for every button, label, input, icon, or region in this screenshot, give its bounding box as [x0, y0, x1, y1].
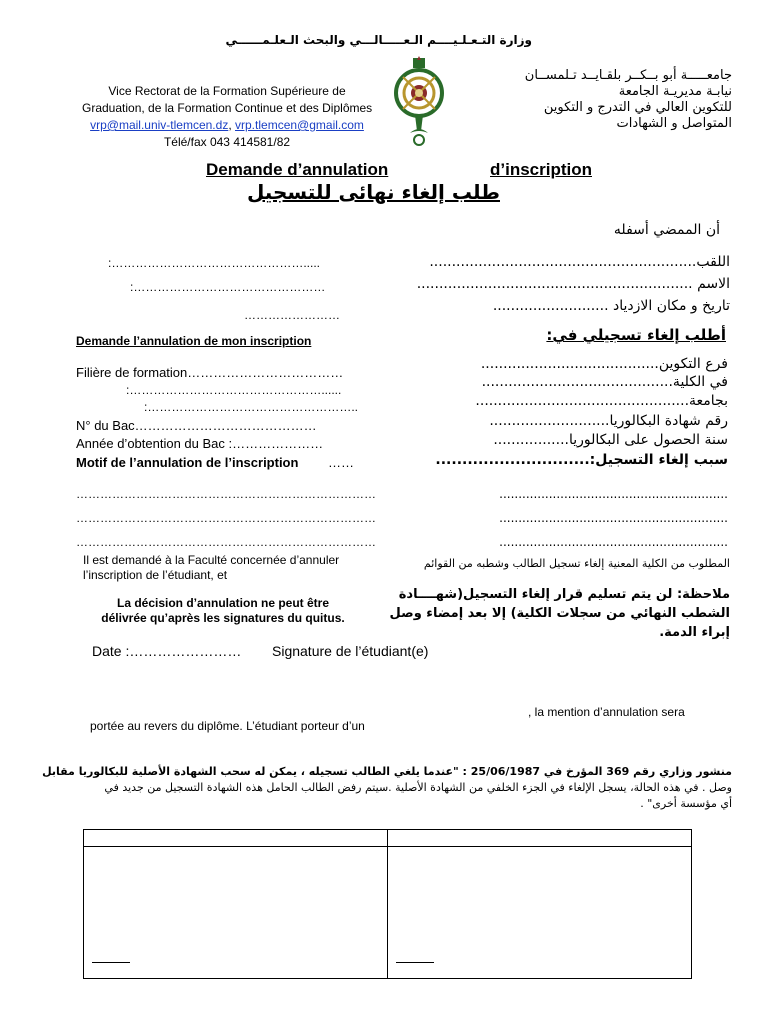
decision-note-fr-line2: délivrée qu’après les signatures du quitus.: [101, 611, 345, 625]
remark-ar-line1: ملاحظة: لن يتم تسليم قرار إلغاء التسجيل(شهــــادة: [398, 587, 730, 602]
motif-label-fr: Motif de l’annulation de l’inscription: [76, 455, 299, 470]
email-link-1[interactable]: vrp@mail.univ-tlemcen.dz: [90, 118, 229, 132]
faculty-note-fr: [83, 553, 339, 583]
table-header-left: [84, 830, 388, 847]
vice-rectorat-block: [82, 83, 372, 151]
motif-line-ar[interactable]: ............................................................: [499, 535, 728, 549]
ministry-title-ar: وزارة التـعـلـيــــم الـعـــــالـــي والبحث الـعلـمــــــي: [225, 33, 532, 47]
filiere-field-ar[interactable]: فرع التكوين........................................: [480, 356, 728, 372]
bac-year-field-fr[interactable]: Année d’obtention du Bac :…………………: [76, 436, 324, 451]
signature-line-right: [396, 962, 434, 963]
table-header-right: [388, 830, 692, 847]
firstname-field-ar[interactable]: الاسم ..............................................................: [416, 276, 730, 292]
faculty-note-ar: المطلوب من الكلية المعنية إلغاء تسجيل الطالب وشطبه من القوائم: [423, 557, 730, 570]
firstname-field-fr[interactable]: :…………………………………………: [130, 280, 326, 294]
motif-dots-fr[interactable]: ……: [328, 455, 354, 470]
request-heading-fr: Demande l’annulation de mon inscription: [76, 334, 312, 348]
faculty-note-fr-line2: l’inscription de l’étudiant, et: [83, 568, 228, 582]
circular-line2: وصل . في هذه الحالة، يسجل الإلغاء في الجزء الخلفي من الشهادة الأصلية .سيتم رفض الطالب الحامل هذه الشهادة التسجيل من جديد في: [104, 781, 732, 794]
signature-cell-right[interactable]: [388, 847, 692, 979]
faculty-note-fr-line1: Il est demandé à la Faculté concernée d’annuler: [83, 553, 340, 567]
title-fr-part2: d’inscription: [490, 160, 592, 179]
university-seal-icon: [393, 55, 445, 147]
lastname-field-fr[interactable]: :………………………………………….....: [108, 256, 321, 270]
student-signature-label: Signature de l’étudiant(e): [272, 643, 429, 659]
table-header-row: [84, 830, 692, 847]
lastname-field-ar[interactable]: اللقب............................................................: [429, 254, 730, 270]
signature-cell-left[interactable]: [84, 847, 388, 979]
title-fr-part1: Demande d’annulation: [206, 160, 389, 179]
decision-note-fr: [78, 596, 368, 626]
email-line: [82, 117, 372, 134]
motif-field-ar[interactable]: سبب إلغاء التسجيل:.............................: [435, 452, 728, 468]
intro-ar: أن الممضي أسفله: [613, 222, 720, 238]
training-ar: للتكوين العالي في التدرج و التكوين: [543, 100, 732, 115]
motif-line-ar[interactable]: ............................................................: [499, 511, 728, 525]
university-field-fr[interactable]: :……………………………………………..: [144, 400, 359, 414]
vice-rectorat-line1: Vice Rectorat de la Formation Supérieure de: [108, 84, 346, 98]
email-separator: ,: [228, 118, 232, 132]
title-ar: طلب إلغاء نهائى للتسجيل: [246, 180, 500, 204]
motif-line-fr[interactable]: …………………………………………………………………: [76, 487, 376, 501]
birth-field-ar[interactable]: تاريخ و مكان الازدياد ..........................: [492, 298, 730, 314]
vice-rectorat-line2: Graduation, de la Formation Continue et des Diplômes: [82, 101, 373, 115]
motif-line-fr[interactable]: …………………………………………………………………: [76, 511, 376, 525]
date-field[interactable]: Date :……………………: [92, 643, 242, 659]
mention-fr-left: portée au revers du diplôme. L’étudiant porteur d’un: [90, 719, 365, 733]
bac-number-field-ar[interactable]: رقم شهادة البكالوريا...........................: [489, 413, 728, 429]
remark-ar-line3: إبراء الدمة.: [659, 625, 730, 640]
remark-ar: [390, 585, 730, 642]
university-field-ar[interactable]: بجامعة................................................: [475, 393, 728, 409]
circular-line1: منشور وزاري رقم 369 المؤرخ في 25/06/1987 : "عندما يلغي الطالب تسجيله ، يمكن له سحب الشهادة الأصلية للبكالوريا مقابل: [42, 765, 732, 778]
motif-line-fr[interactable]: …………………………………………………………………: [76, 535, 376, 549]
phone-fax: Télé/fax 043 414581/82: [163, 135, 291, 149]
motif-lines-ar[interactable]: [480, 482, 728, 554]
bac-year-field-ar[interactable]: سنة الحصول على البكالوريا.................: [493, 432, 728, 448]
filiere-field-fr[interactable]: Filière de formation………………………………: [76, 365, 344, 380]
circular-line3: أي مؤسسة أخرى" .: [640, 797, 732, 810]
email-link-2[interactable]: vrp.tlemcen@gmail.com: [235, 118, 364, 132]
remark-ar-line2: الشطب النهائي من سجلات الكلية) إلا بعد إمضاء وصل: [389, 606, 730, 621]
request-heading-ar: أطلب إلغاء تسجيلي في:: [546, 326, 726, 344]
continuing-ar: المتواصل و الشهادات: [616, 116, 732, 131]
motif-line-ar[interactable]: ............................................................: [499, 487, 728, 501]
table-row: [84, 847, 692, 979]
mention-fr-right: , la mention d’annulation sera: [528, 705, 685, 719]
bac-number-field-fr[interactable]: N° du Bac……………………………………: [76, 418, 317, 433]
university-block-ar: [470, 68, 732, 132]
directorate-ar: نيابـة مديريـة الجامعة: [618, 84, 732, 99]
faculty-field-ar[interactable]: في الكلية...........................................: [481, 374, 728, 390]
decision-note-fr-line1: La décision d’annulation ne peut être: [116, 596, 330, 610]
faculty-field-fr[interactable]: :…………………………………………......: [126, 383, 342, 397]
university-name-ar: جامعـــــة أبو بــكــر بلقـايــد تـلمســان: [524, 68, 732, 83]
ministerial-circular-ar: [40, 764, 732, 812]
birth-field-fr[interactable]: ……………………: [244, 308, 340, 322]
motif-lines-fr[interactable]: [76, 482, 376, 554]
quitus-signature-table: [83, 829, 692, 979]
signature-line-left: [92, 962, 130, 963]
